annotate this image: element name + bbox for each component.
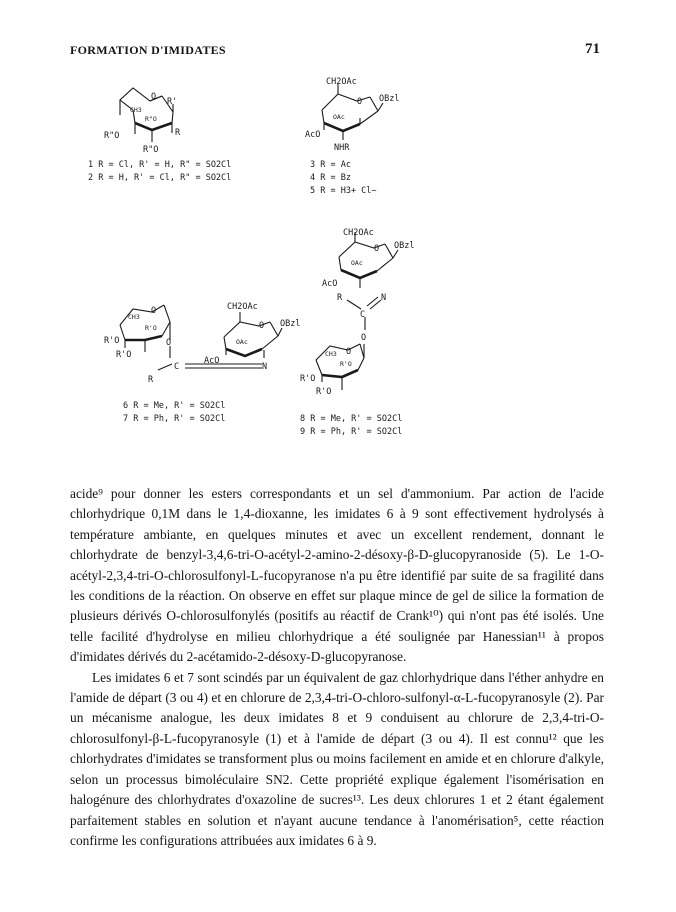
compound-2-caption: 2 R = H, R' = Cl, R" = SO2Cl <box>88 173 232 183</box>
compound-6-7-oac: OAc <box>236 338 248 346</box>
compound-6-7-ch2oac: CH2OAc <box>227 302 258 312</box>
compound-1-caption: 1 R = Cl, R' = H, R" = SO2Cl <box>88 160 232 170</box>
compound-3-5-ring-o: O <box>357 97 363 107</box>
compound-6-7-fuc-ring-o: O <box>151 306 157 316</box>
compound-3-5-ch2oac: CH2OAc <box>326 77 357 87</box>
compound-1-2-rdo-left: R"O <box>104 131 120 141</box>
compound-1-2-r: R <box>175 128 181 138</box>
compound-6-7-link-o: O <box>166 338 172 348</box>
compound-3-5-structure <box>305 77 399 196</box>
body-text <box>70 484 604 851</box>
compound-8-9-rpo-bottom: R'O <box>316 387 332 397</box>
compound-8-9-fuc-ring-o: O <box>346 347 352 357</box>
paragraph: Les imidates 6 et 7 sont scindés par un équivalent de gaz chlorhydrique dans l'éther anhydre en l'amide de départ (3 ou 4) et en chlorure de 2,3,4-tri-O-chloro-sulfonyl-α-L-fucopyranosyle (2). Par un mécanisme analogue, les deux imidates 8 et 9 conduisent au chlorure de 2,3,4-tri-O-chlorosulfonyl-β-L-fucopyranosyle (1) et à l'amide de départ (3 ou 4). Il est connu¹² que les chlorhydrates d'imidates se transforment plus ou moins facilement en amide et en chlorure d'alkyle, selon un processus bimoléculaire SN2. Cette propriété explique également l'isomérisation en halogénure des chlorhydrates d'oxazoline de sucres¹³. Les deux chlorures 1 et 2 étant également parfaitement stables en solution et n'ayant aucune tendance à l'anomérisation⁵, cette réaction confirme les configurations attribuées aux imidates 6 à 9. <box>70 669 604 848</box>
compound-8-9-c: C <box>360 310 366 320</box>
compound-5-caption: 5 R = H3+ Cl− <box>310 186 377 196</box>
compound-8-9-rpo-inner: R'O <box>340 360 352 368</box>
compound-6-7-obzl: OBzl <box>280 319 301 329</box>
compound-8-9-rpo-left: R'O <box>300 374 316 384</box>
compound-8-9-ch3: CH3 <box>325 350 337 358</box>
compound-8-9-obzl: OBzl <box>394 241 415 251</box>
compound-8-9-structure <box>300 228 414 437</box>
compound-8-9-ch2oac: CH2OAc <box>343 228 374 238</box>
compound-4-caption: 4 R = Bz <box>310 173 351 183</box>
compound-6-7-ch3: CH3 <box>128 313 140 321</box>
compound-8-9-oac: OAc <box>351 259 363 267</box>
compound-1-2-rdo-inner: R"O <box>145 115 157 123</box>
compound-3-5-nhr: NHR <box>334 143 350 153</box>
compound-8-9-n: N <box>381 293 387 303</box>
compound-1-2-ch3: CH3 <box>130 106 142 114</box>
compound-6-7-r: R <box>148 375 154 385</box>
compound-8-9-aco: AcO <box>322 279 338 289</box>
compound-8-9-glc-ring-o: O <box>374 244 380 254</box>
compound-3-5-aco: AcO <box>305 130 321 140</box>
compound-1-2-rdo-bottom: R"O <box>143 145 159 155</box>
page-number: 71 <box>585 41 600 57</box>
compound-6-7-rpo-inner: R'O <box>145 324 157 332</box>
compound-6-7-structure <box>104 302 300 424</box>
compound-1-2-structure <box>88 88 231 183</box>
paragraph: acide⁹ pour donner les esters correspondants et un sel d'ammonium. Par action de l'acide chlorhydrique 0,1M dans le 1,4-dioxanne, les imidates 6 à 9 sont effectivement hydrolysés à température ambiante, en quelques minutes et avec un excellent rendement, donnant le chlorhydrate de benzyl-3,4,6-tri-O-acétyl-2-amino-2-désoxy-β-D-glucopyranoside (5). Le 1-O-acétyl-2,3,4-tri-O-chlorosulfonyl-L-fucopyranose n'a pu être identifié par suite de sa fragilité dans les conditions de la réaction. On observe en effet sur plaque mince de gel de silice la formation de plusieurs dérivés O-chlorosulfonylés (positifs au réactif de Crank¹⁰) qui n'ont pas été isolés. Une telle facilité d'hydrolyse en milieu chlorhydrique a été soulignée par Hanessian¹¹ à propos d'imidates dérivés du 2-acétamido-2-désoxy-D-glucopyranose. <box>70 486 604 665</box>
compound-7-caption: 7 R = Ph, R' = SO2Cl <box>123 414 226 424</box>
compound-8-9-link-o: O <box>361 333 367 343</box>
compound-9-caption: 9 R = Ph, R' = SO2Cl <box>300 427 403 437</box>
compound-8-caption: 8 R = Me, R' = SO2Cl <box>300 414 403 424</box>
compound-3-5-oac: OAc <box>333 113 345 121</box>
running-title: FORMATION D'IMIDATES <box>70 43 226 57</box>
compound-6-7-glc-ring-o: O <box>259 321 265 331</box>
compound-8-9-r: R <box>337 293 343 303</box>
compound-1-2-r-prime: R' <box>167 97 178 107</box>
compound-6-7-n: N <box>262 362 268 372</box>
compound-6-7-rpo-left: R'O <box>104 336 120 346</box>
compound-6-7-rpo-bottom: R'O <box>116 350 132 360</box>
compound-1-2-ring-o: O <box>151 92 157 102</box>
compound-6-7-aco: AcO <box>204 356 220 366</box>
compound-3-caption: 3 R = Ac <box>310 160 351 170</box>
compound-6-caption: 6 R = Me, R' = SO2Cl <box>123 401 226 411</box>
compound-6-7-c: C <box>174 362 180 372</box>
compound-3-5-obzl: OBzl <box>379 94 400 104</box>
